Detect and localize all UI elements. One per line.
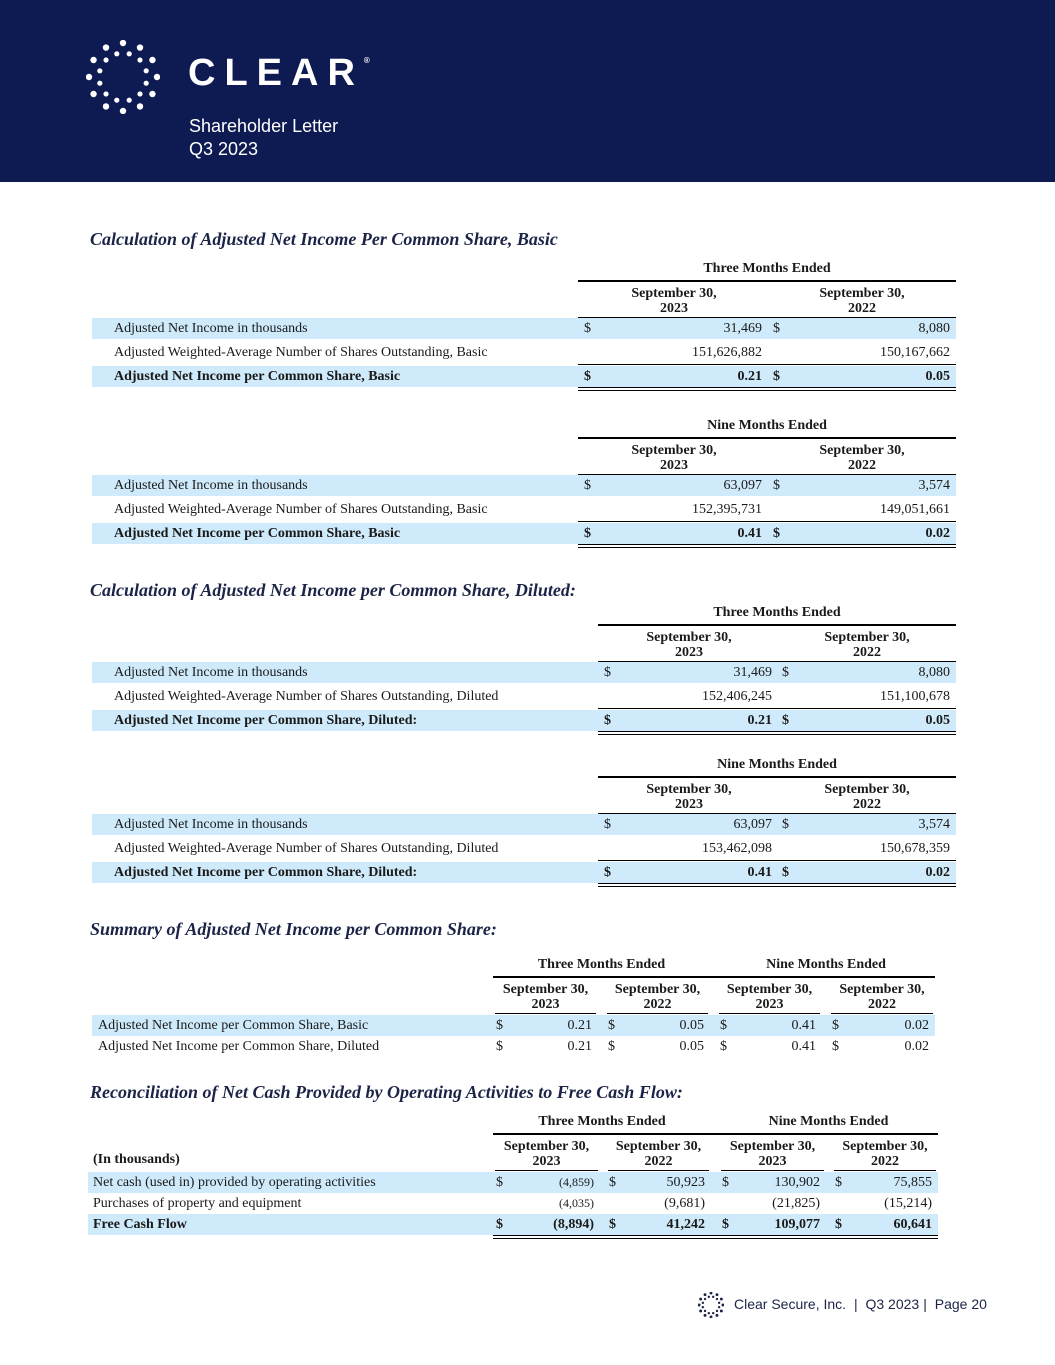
column-header (719, 1139, 826, 1169)
value-2022: 0.02 (925, 865, 950, 880)
group-header-nine-months: Nine Months Ended (766, 957, 886, 972)
logo-dot (103, 57, 108, 62)
value-2022: 0.05 (925, 369, 950, 384)
logo-dot (127, 51, 132, 56)
column-header-line: 2023 (755, 997, 784, 1012)
column-header-line: 2022 (853, 645, 881, 660)
row-label: Adjusted Net Income per Common Share, Basic (98, 1018, 369, 1033)
row-label: Adjusted Net Income per Common Share, Basic (114, 526, 401, 541)
total-double-rule (578, 387, 956, 391)
column-header-line: 2022 (871, 1154, 899, 1169)
page-footer (698, 1292, 987, 1318)
group-rule (493, 1133, 938, 1135)
value-2022: 150,678,359 (880, 841, 950, 856)
cell-value: (21,825) (772, 1196, 820, 1211)
logo-dot (137, 57, 142, 62)
value-2023: 63,097 (733, 817, 772, 832)
logo-dot (120, 40, 126, 46)
currency-symbol: $ (773, 369, 780, 384)
currency-symbol: $ (604, 817, 611, 832)
logo-dot (103, 91, 108, 96)
column-underline (721, 1170, 824, 1171)
cell-value: 0.41 (791, 1018, 816, 1033)
logo-dot (702, 1306, 704, 1308)
column-header-line: September 30, (729, 1139, 816, 1154)
group-rule (598, 776, 956, 778)
column-underline (608, 1170, 709, 1171)
currency-symbol: $ (782, 817, 789, 832)
logo-dot (720, 1310, 723, 1313)
group-header: Three Months Ended (713, 605, 841, 620)
value-2023: 153,462,098 (702, 841, 772, 856)
logo-dot (103, 103, 109, 109)
currency-symbol: $ (609, 1217, 616, 1232)
column-underline (495, 1170, 598, 1171)
column-header-2023 (609, 782, 769, 812)
value-2023: 0.21 (737, 369, 762, 384)
column-header-2023 (609, 630, 769, 660)
logo-dot (716, 1293, 719, 1296)
subtotal-rule (578, 364, 956, 365)
value-2023: 151,626,882 (692, 345, 762, 360)
row-label: Adjusted Net Income in thousands (114, 817, 308, 832)
cell-value: 0.41 (791, 1039, 816, 1054)
column-header-line: September 30, (614, 982, 701, 997)
group-rule (493, 976, 935, 978)
currency-symbol: $ (773, 526, 780, 541)
column-header (493, 982, 598, 1012)
column-header-line: September 30, (631, 286, 717, 301)
logo-dot (154, 74, 160, 80)
column-header-line: September 30, (819, 443, 905, 458)
currency-symbol: $ (604, 713, 611, 728)
currency-symbol: $ (832, 1039, 839, 1054)
currency-symbol: $ (782, 865, 789, 880)
logo-dot (137, 44, 143, 50)
value-2023: 0.21 (747, 713, 772, 728)
footer-company: Clear Secure, Inc. (734, 1295, 847, 1312)
column-underline (607, 1013, 708, 1014)
logo-dot (114, 51, 119, 56)
column-header-2023 (594, 443, 754, 473)
value-2022: 151,100,678 (880, 689, 950, 704)
column-header (829, 982, 935, 1012)
cell-value: 50,923 (666, 1175, 705, 1190)
logo-dot (718, 1302, 720, 1304)
logo-dot (716, 1314, 719, 1317)
currency-symbol: $ (604, 665, 611, 680)
row-label: Purchases of property and equipment (93, 1196, 302, 1211)
currency-symbol: $ (720, 1018, 727, 1033)
logo-dot (97, 81, 102, 86)
currency-symbol: $ (773, 321, 780, 336)
group-header: Nine Months Ended (717, 757, 837, 772)
cell-value: (8,894) (553, 1217, 594, 1232)
total-double-rule (598, 883, 956, 887)
value-2023: 31,469 (723, 321, 762, 336)
column-header-line: 2022 (848, 301, 876, 316)
currency-symbol: $ (584, 526, 591, 541)
row-label: Adjusted Net Income in thousands (114, 321, 308, 336)
logo-dot (716, 1298, 718, 1300)
column-header-line: September 30, (631, 443, 717, 458)
cell-value: 0.02 (904, 1039, 929, 1054)
section-title-diluted: Calculation of Adjusted Net Income per Common Share, Diluted: (90, 580, 576, 600)
row-label: Adjusted Net Income per Common Share, Basic (114, 369, 401, 384)
currency-symbol: $ (496, 1018, 503, 1033)
logo-dot (710, 1292, 713, 1295)
group-header: Nine Months Ended (707, 418, 827, 433)
value-2023: 0.41 (747, 865, 772, 880)
currency-symbol: $ (584, 478, 591, 493)
subtotal-rule (598, 708, 956, 709)
logo-dot (712, 1296, 714, 1298)
brand-wordmark: CLEAR® (188, 52, 370, 94)
currency-symbol: $ (835, 1217, 842, 1232)
group-header-nine-months: Nine Months Ended (768, 1114, 889, 1129)
row-label: Adjusted Net Income in thousands (114, 478, 308, 493)
column-underline (831, 1013, 933, 1014)
group-header-three-months: Three Months Ended (537, 957, 666, 972)
currency-symbol: $ (496, 1039, 503, 1054)
logo-dot (144, 68, 149, 73)
column-header-2022 (787, 782, 947, 812)
page-header (0, 0, 1055, 182)
cell-value: 0.02 (904, 1018, 929, 1033)
column-header-line: September 30, (615, 1139, 702, 1154)
column-header-2023 (594, 286, 754, 316)
column-header-line: 2022 (853, 797, 881, 812)
section-title-basic: Calculation of Adjusted Net Income Per Common Share, Basic (90, 229, 558, 249)
logo-dot (97, 68, 102, 73)
column-header-line: 2023 (531, 997, 560, 1012)
group-header-three-months: Three Months Ended (538, 1114, 666, 1129)
subtotal-rule (598, 860, 956, 861)
group-rule (578, 280, 956, 282)
column-header-line: 2023 (660, 301, 688, 316)
row-label: Adjusted Net Income per Common Share, Diluted: (114, 713, 418, 728)
column-header-line: 2023 (675, 797, 703, 812)
column-underline (495, 1013, 596, 1014)
cell-value: 41,242 (666, 1217, 705, 1232)
column-header-line: September 30, (503, 1139, 590, 1154)
logo-dot (704, 1314, 707, 1317)
value-2022: 8,080 (918, 665, 950, 680)
currency-symbol: $ (496, 1175, 503, 1190)
logo-dot (699, 1310, 702, 1313)
logo-dot (720, 1298, 723, 1301)
column-header (493, 1139, 600, 1169)
currency-symbol: $ (722, 1175, 729, 1190)
section-title-summary: Summary of Adjusted Net Income per Common Share: (90, 919, 497, 939)
footer-separator-2: | (923, 1295, 927, 1312)
cell-value: 130,902 (774, 1175, 820, 1190)
currency-symbol: $ (835, 1175, 842, 1190)
group-rule (598, 624, 956, 626)
total-double-rule (598, 731, 956, 735)
logo-dot (704, 1293, 707, 1296)
column-header-line: September 30, (646, 782, 732, 797)
cell-value: 109,077 (774, 1217, 820, 1232)
cell-value: (15,214) (884, 1196, 932, 1211)
column-header-line: September 30, (824, 630, 910, 645)
logo-dot (710, 1315, 713, 1318)
logo-dot (90, 57, 96, 63)
logo-dot (718, 1306, 720, 1308)
column-header (717, 982, 822, 1012)
value-2023: 0.41 (737, 526, 762, 541)
currency-symbol: $ (609, 1175, 616, 1190)
logo-dot (149, 57, 155, 63)
column-header-line: 2023 (675, 645, 703, 660)
cell-value: (9,681) (664, 1196, 705, 1211)
column-header-line: 2022 (848, 458, 876, 473)
logo-dot (704, 1298, 706, 1300)
group-header: Three Months Ended (703, 261, 831, 276)
column-header (606, 1139, 711, 1169)
column-header-line: September 30, (502, 982, 589, 997)
row-label: Adjusted Net Income per Common Share, Diluted (98, 1039, 380, 1054)
group-rule (578, 437, 956, 439)
logo-dot (712, 1312, 714, 1314)
footer-page-number: Page 20 (934, 1295, 987, 1312)
cell-value: 0.21 (567, 1039, 592, 1054)
column-header-2022 (782, 286, 942, 316)
total-double-rule (493, 1235, 938, 1239)
column-header-line: September 30, (726, 982, 813, 997)
currency-symbol: $ (782, 713, 789, 728)
currency-symbol: $ (604, 865, 611, 880)
logo-dot (90, 91, 96, 97)
value-2022: 3,574 (918, 478, 950, 493)
row-label: Free Cash Flow (93, 1217, 187, 1232)
column-header-line: September 30, (646, 630, 732, 645)
currency-symbol: $ (722, 1217, 729, 1232)
column-header-2022 (787, 630, 947, 660)
logo-dot (702, 1302, 704, 1304)
currency-symbol: $ (773, 478, 780, 493)
currency-symbol: $ (832, 1018, 839, 1033)
cell-value: (4,035) (559, 1196, 594, 1210)
row-label: Adjusted Weighted-Average Number of Shares Outstanding, Diluted (114, 689, 499, 704)
subtotal-rule (578, 521, 956, 522)
value-2022: 149,051,661 (880, 502, 950, 517)
units-label: (In thousands) (93, 1152, 180, 1167)
logo-dot (704, 1310, 706, 1312)
cell-value: 75,855 (893, 1175, 932, 1190)
row-label: Adjusted Net Income per Common Share, Diluted: (114, 865, 418, 880)
logo-dot (708, 1312, 710, 1314)
currency-symbol: $ (496, 1217, 503, 1232)
column-header-line: 2022 (643, 997, 672, 1012)
column-header-line: 2023 (532, 1154, 561, 1169)
value-2023: 31,469 (733, 665, 772, 680)
column-underline (719, 1013, 820, 1014)
value-2022: 0.02 (925, 526, 950, 541)
row-label: Net cash (used in) provided by operating activities (93, 1175, 376, 1190)
footer-separator: | (853, 1295, 858, 1312)
document-period: Q3 2023 (189, 139, 259, 159)
cell-value: 0.21 (567, 1018, 592, 1033)
logo-dot (86, 74, 92, 80)
row-label: Adjusted Weighted-Average Number of Shares Outstanding, Diluted (114, 841, 499, 856)
column-header-line: September 30, (839, 982, 925, 997)
cell-value: 0.05 (679, 1018, 704, 1033)
currency-symbol: $ (608, 1018, 615, 1033)
value-2022: 0.05 (925, 713, 950, 728)
footer-period: Q3 2023 (865, 1295, 920, 1312)
row-label: Adjusted Weighted-Average Number of Shares Outstanding, Basic (114, 502, 488, 517)
currency-symbol: $ (584, 321, 591, 336)
value-2022: 150,167,662 (880, 345, 950, 360)
cell-value: 0.05 (679, 1039, 704, 1054)
clear-logo-icon (86, 40, 160, 114)
cell-value: 60,641 (893, 1217, 932, 1232)
currency-symbol: $ (608, 1039, 615, 1054)
logo-dot (721, 1304, 724, 1307)
logo-dot (120, 108, 126, 114)
logo-dot (103, 44, 109, 50)
value-2023: 152,406,245 (702, 689, 772, 704)
logo-dot (149, 91, 155, 97)
row-label: Adjusted Weighted-Average Number of Shares Outstanding, Basic (114, 345, 488, 360)
column-header-2022 (782, 443, 942, 473)
column-header-line: 2022 (644, 1154, 673, 1169)
document-title: Shareholder Letter (189, 116, 339, 136)
section-title-fcf: Reconciliation of Net Cash Provided by Operating Activities to Free Cash Flow: (90, 1082, 683, 1102)
column-header-line: 2023 (660, 458, 688, 473)
column-header-line: 2022 (868, 997, 896, 1012)
value-2023: 63,097 (723, 478, 762, 493)
logo-dot (708, 1296, 710, 1298)
column-underline (834, 1170, 936, 1171)
cell-value: (4,859) (559, 1175, 594, 1189)
logo-dot (716, 1310, 718, 1312)
value-2022: 3,574 (918, 817, 950, 832)
logo-dot (144, 81, 149, 86)
currency-symbol: $ (782, 665, 789, 680)
logo-dot (698, 1304, 701, 1307)
value-2023: 152,395,731 (692, 502, 762, 517)
logo-dot (137, 91, 142, 96)
logo-dot (127, 98, 132, 103)
column-header-line: September 30, (824, 782, 910, 797)
column-header-line: September 30, (819, 286, 905, 301)
clear-logo-small-icon (698, 1292, 724, 1318)
currency-symbol: $ (720, 1039, 727, 1054)
logo-dot (137, 103, 143, 109)
logo-dot (699, 1298, 702, 1301)
logo-dot (114, 98, 119, 103)
total-double-rule (578, 544, 956, 548)
row-label: Adjusted Net Income in thousands (114, 665, 308, 680)
value-2022: 8,080 (918, 321, 950, 336)
column-header (832, 1139, 938, 1169)
column-header-line: 2023 (758, 1154, 787, 1169)
column-header-line: September 30, (842, 1139, 928, 1154)
column-header (605, 982, 710, 1012)
currency-symbol: $ (584, 369, 591, 384)
